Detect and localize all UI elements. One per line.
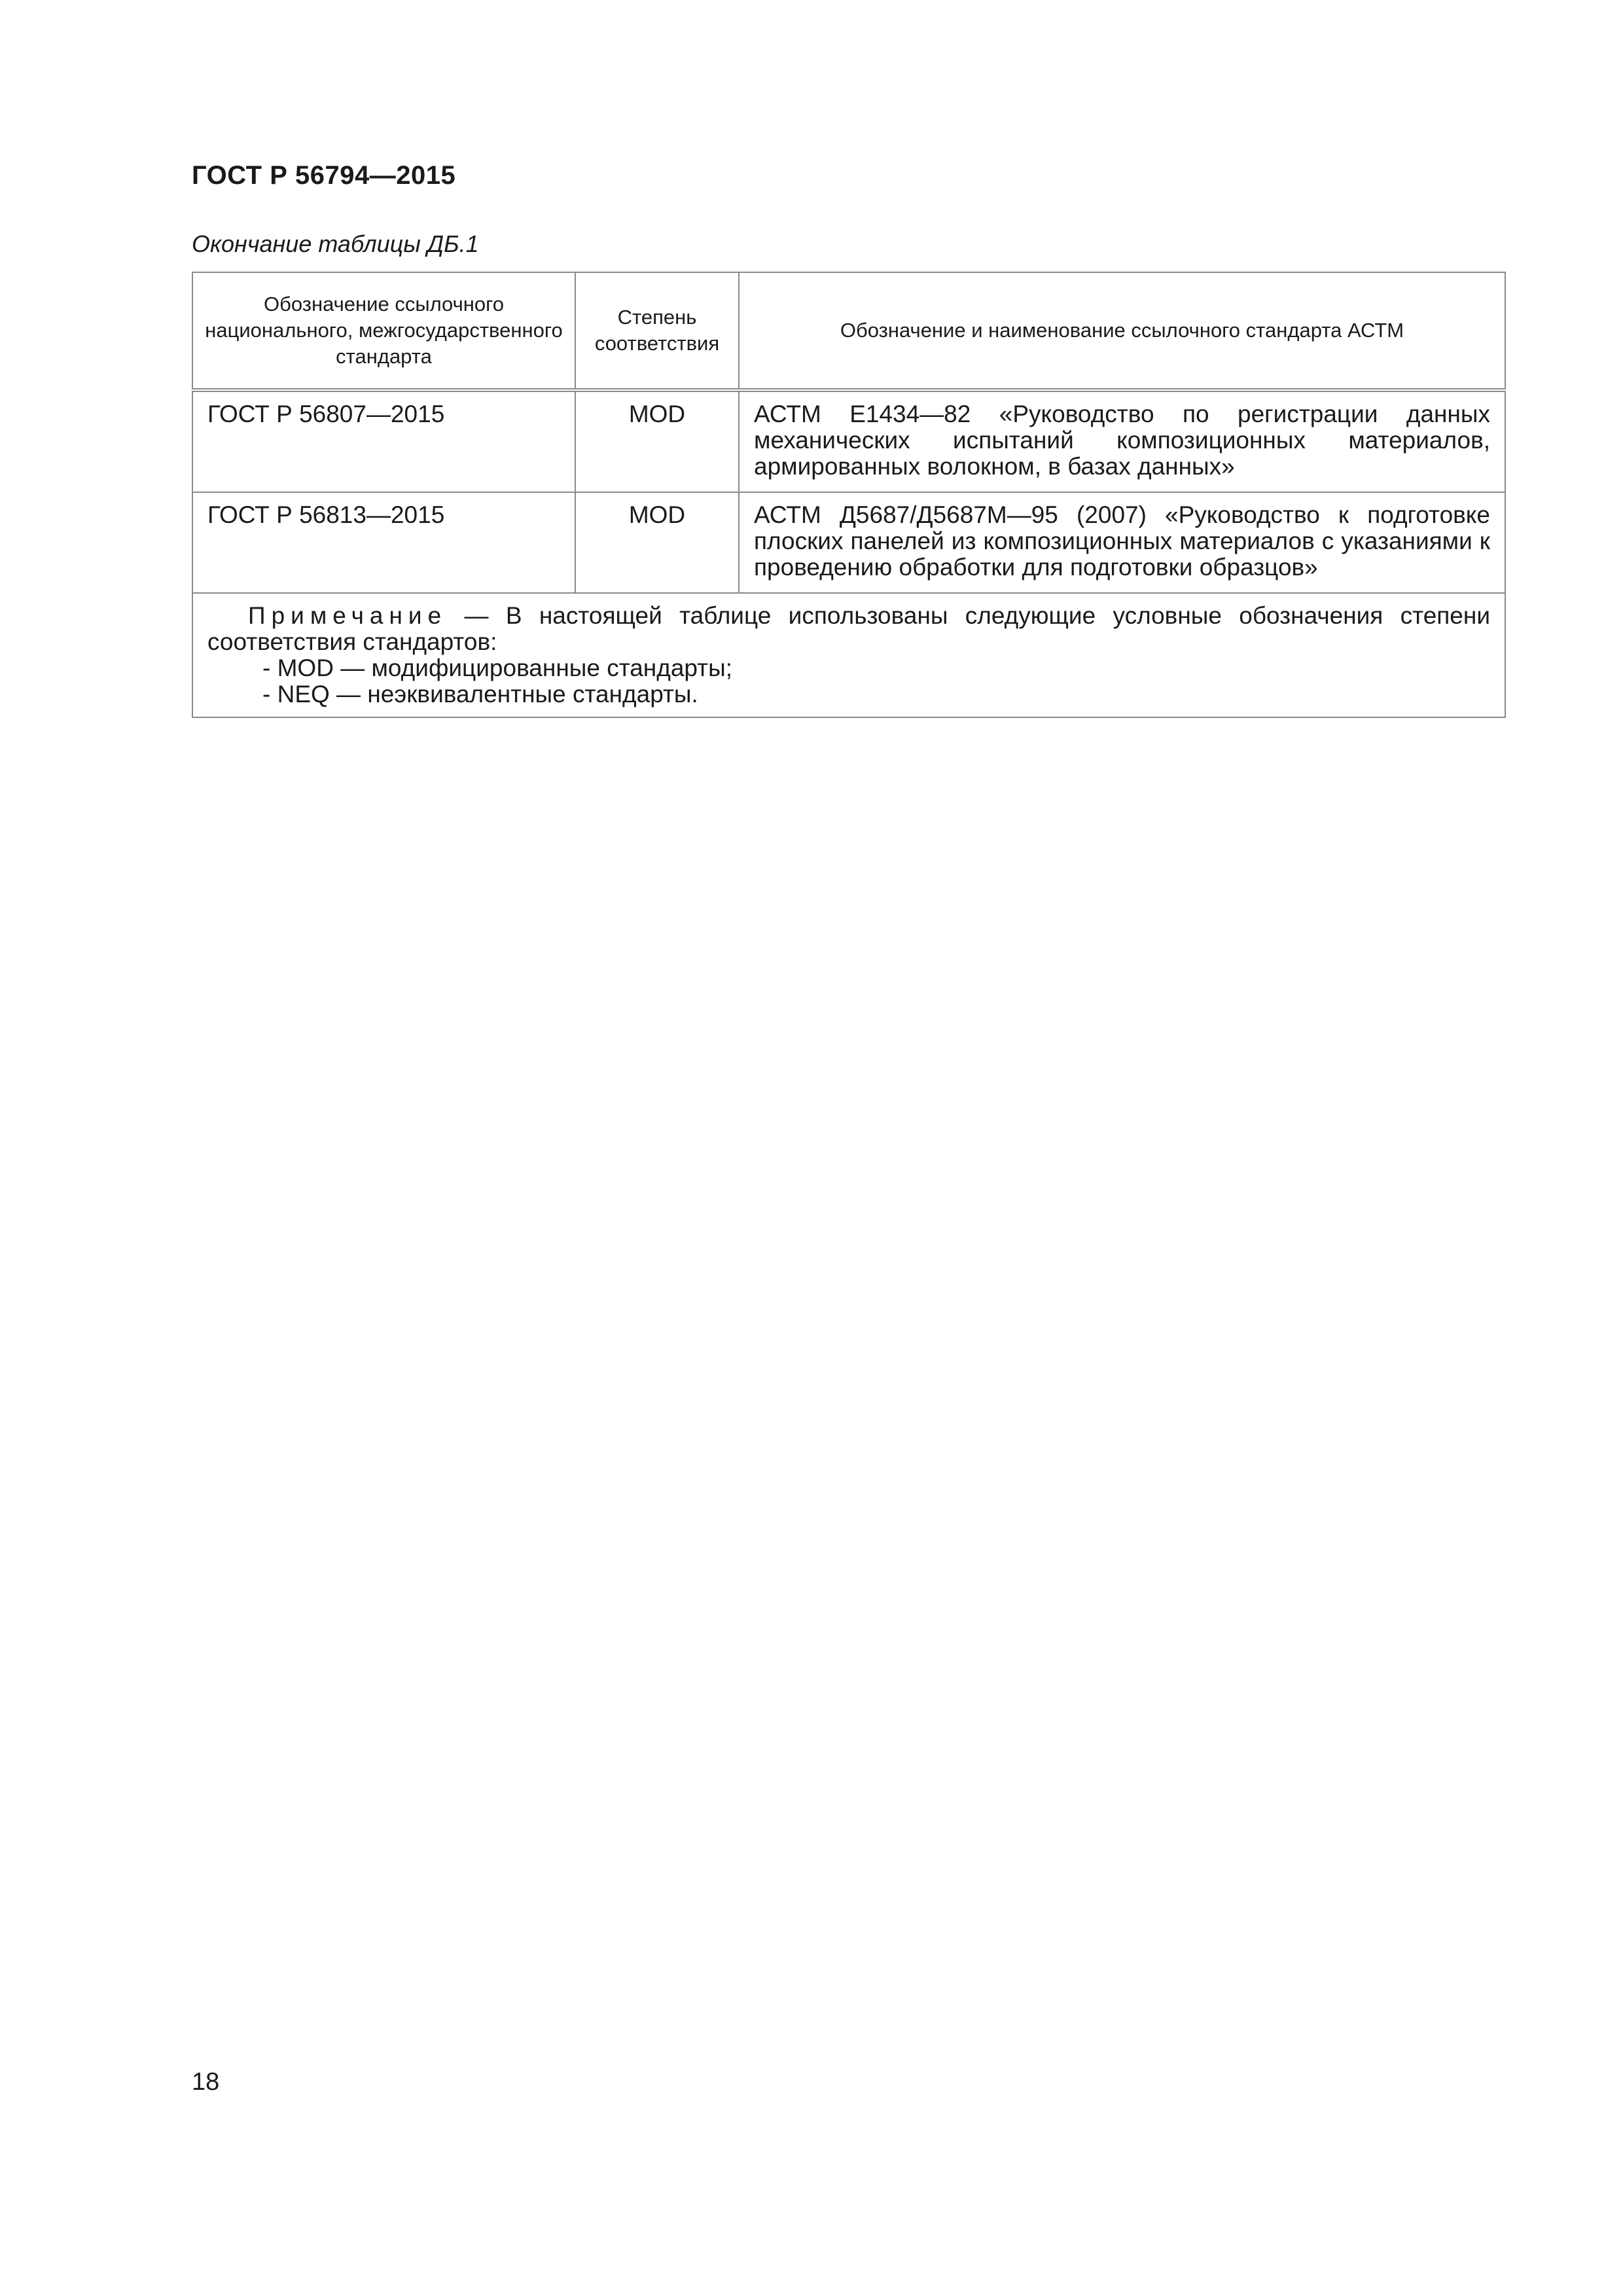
- table-header-row: [192, 272, 1505, 390]
- cell-astm-standard: АСТМ Е1434—82 «Руководство по регистрации данных механических испытаний композиционных материалов, армированных волокном, в базах данных»: [739, 390, 1505, 492]
- table-row: [192, 390, 1505, 492]
- cell-degree: MOD: [575, 390, 739, 492]
- note-text: — В настоящей таблице использованы следующие условные обозначения степени соответствия стандартов:: [207, 602, 1490, 655]
- note-label: Примечание: [248, 602, 448, 629]
- cell-national-standard: ГОСТ Р 56813—2015: [192, 492, 575, 593]
- cell-astm-standard: АСТМ Д5687/Д5687М—95 (2007) «Руководство к подготовке плоских панелей из композиционных материалов с указаниями к проведению обработки для подготовки образцов»: [739, 492, 1505, 593]
- table-note-row: [192, 593, 1505, 717]
- cell-national-standard: ГОСТ Р 56807—2015: [192, 390, 575, 492]
- column-header-degree: Степень соответствия: [575, 272, 739, 390]
- column-header-astm-standard: Обозначение и наименование ссылочного стандарта АСТМ: [739, 272, 1505, 390]
- note-item-neq: - NEQ — неэквивалентные стандарты.: [262, 681, 698, 708]
- document-code-header: ГОСТ Р 56794—2015: [192, 161, 456, 190]
- table-note-cell: [192, 593, 1505, 717]
- reference-standards-table: [192, 272, 1506, 718]
- page-number: 18: [192, 2068, 220, 2096]
- table-row: [192, 492, 1505, 593]
- reference-table-container: [192, 272, 1505, 718]
- cell-degree: MOD: [575, 492, 739, 593]
- note-paragraph: [207, 603, 1490, 655]
- table-caption: Окончание таблицы ДБ.1: [192, 230, 479, 257]
- column-header-national-standard: Обозначение ссылочного национального, межгосударственного стандарта: [192, 272, 575, 390]
- note-item-mod: - MOD — модифицированные стандарты;: [262, 655, 732, 681]
